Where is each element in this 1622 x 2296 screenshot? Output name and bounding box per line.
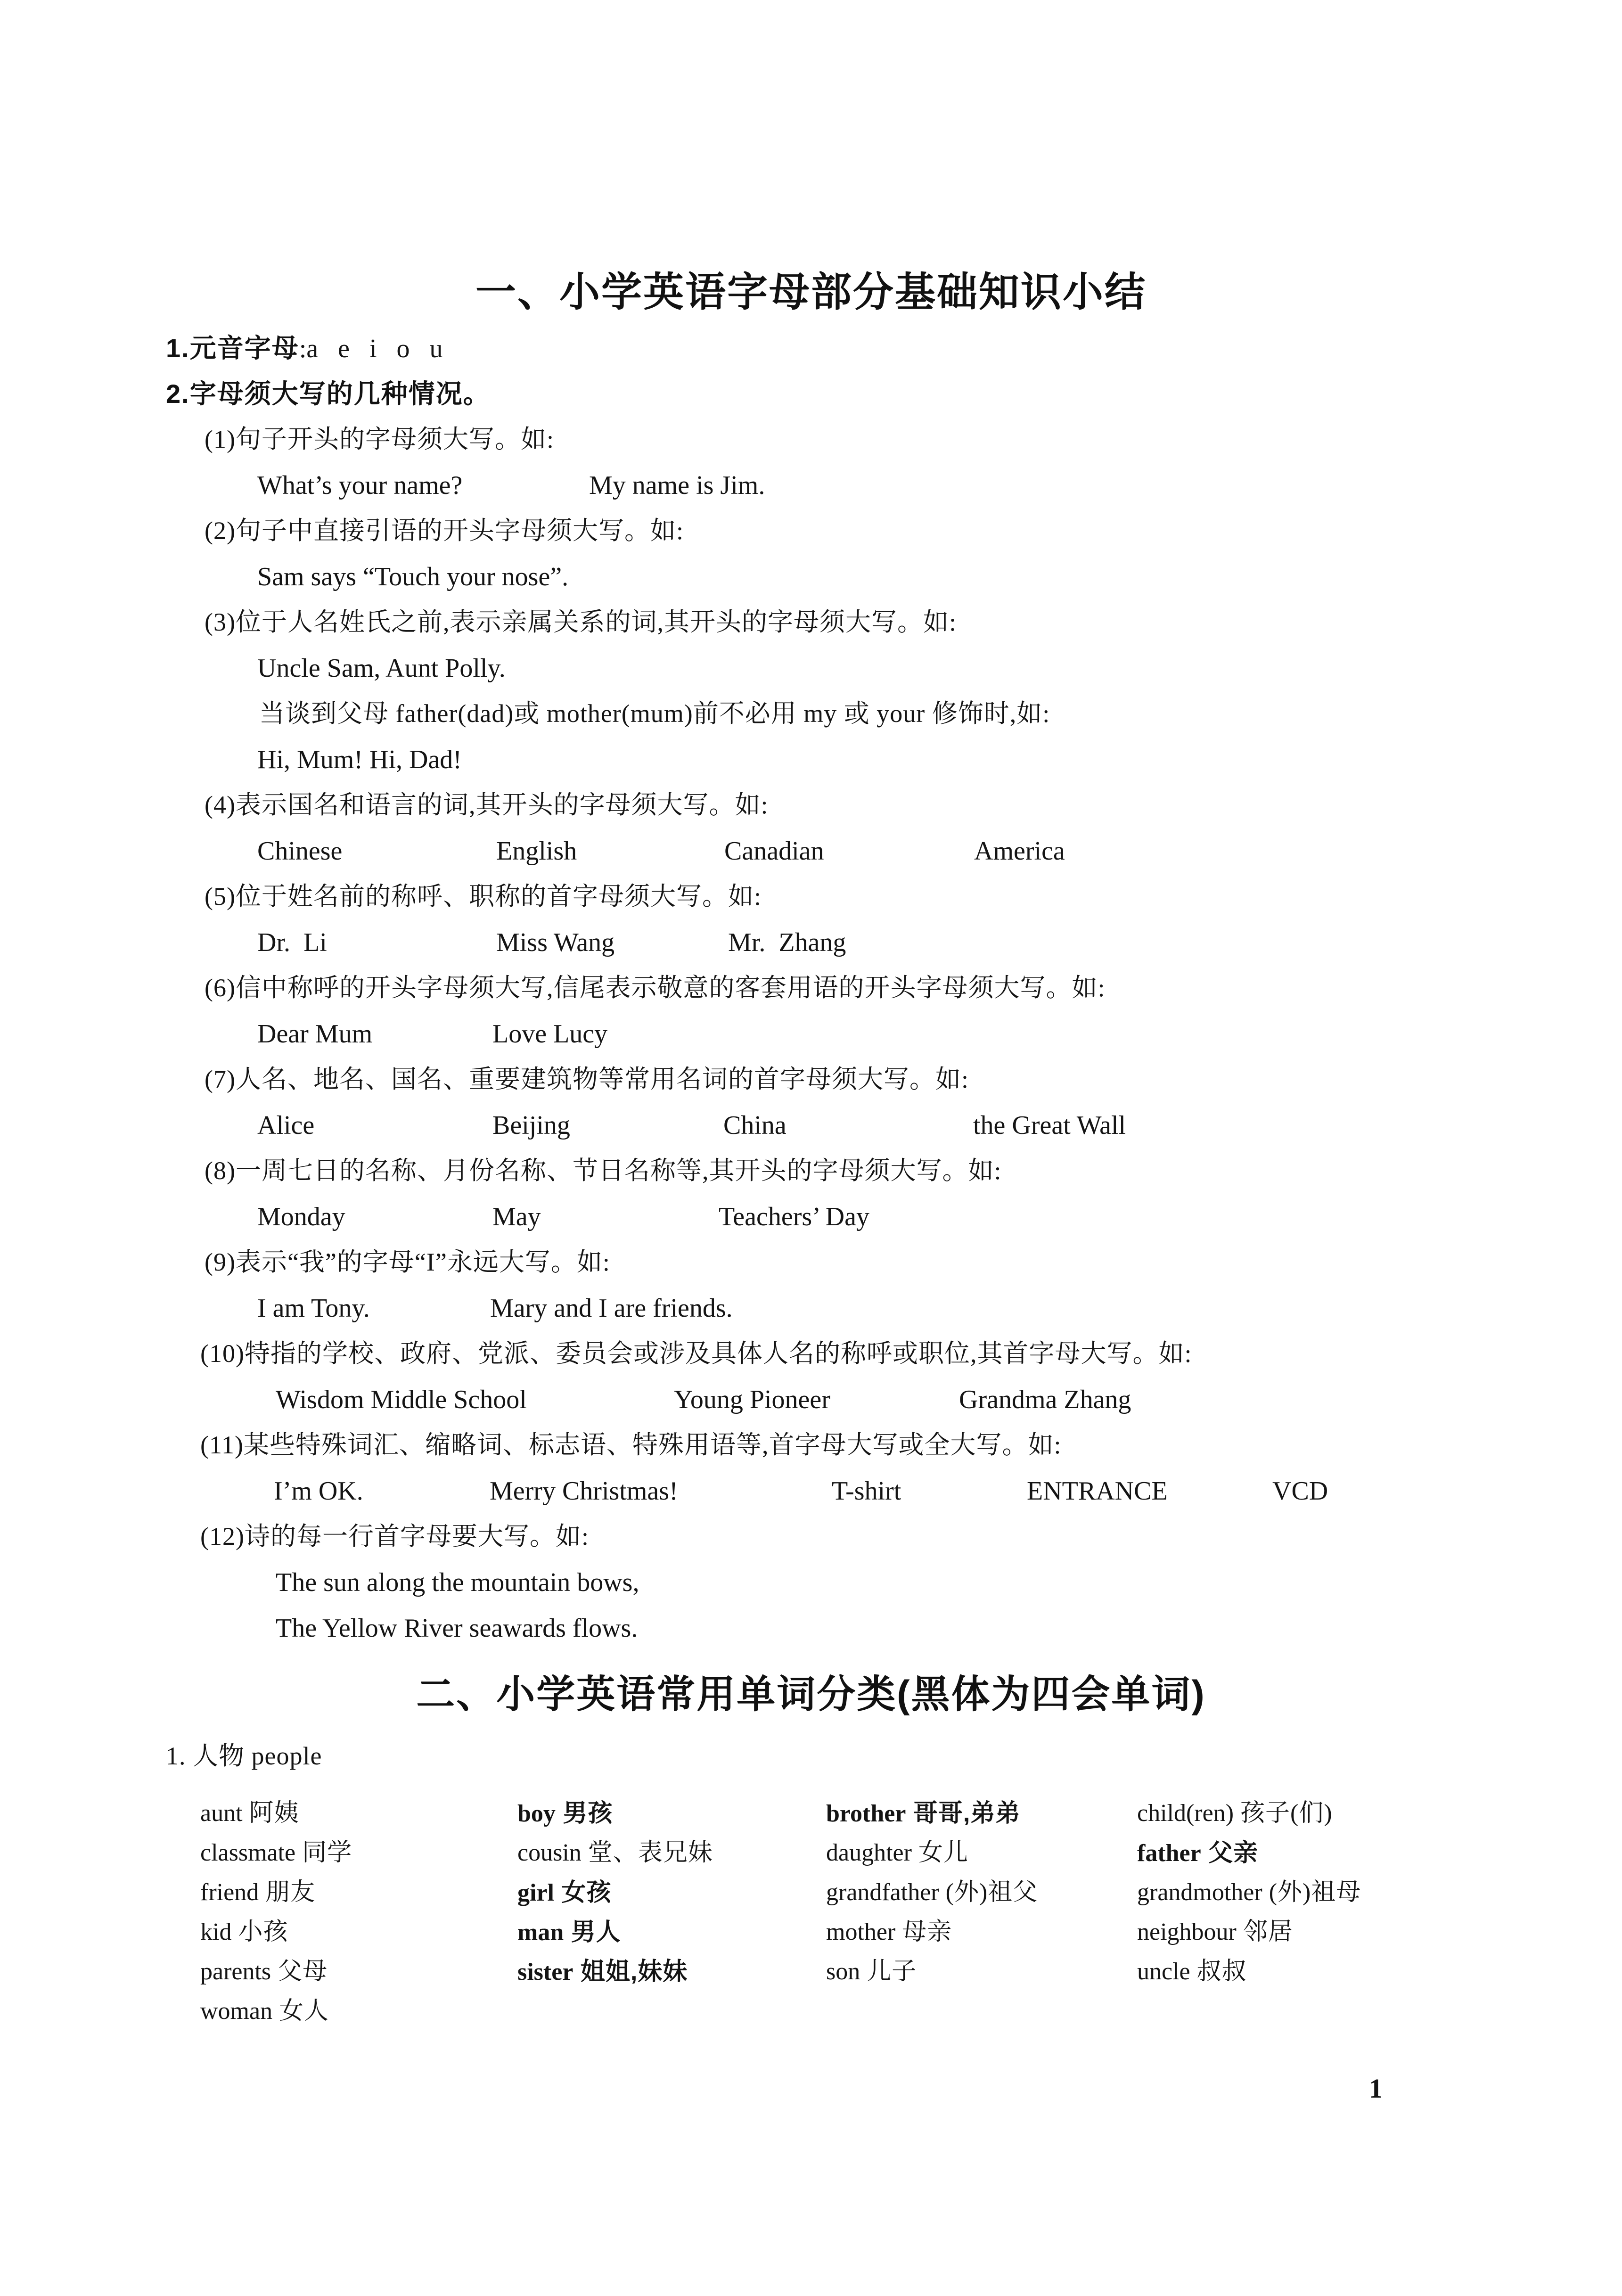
- vocab-entry: [1137, 1957, 1576, 1986]
- vocab-entry: [1137, 1878, 1576, 1907]
- rule-7: (7)人名、地名、国名、重要建筑物等常用名词的首字母须大写。如:: [205, 1065, 969, 1093]
- rule-10: (10)特指的学校、政府、党派、委员会或涉及具体人名的称呼或职位,其首字母大写。如:: [200, 1339, 1192, 1368]
- vowel-letters: :a e i o u: [299, 334, 443, 363]
- vocab-entry: [826, 1838, 1137, 1868]
- vocab-en: boy: [517, 1800, 556, 1827]
- vocab-cn: (外)祖母: [1262, 1879, 1361, 1906]
- example-12a: The sun along the mountain bows,: [276, 1568, 639, 1597]
- rule-2: (2)句子中直接引语的开头字母须大写。如:: [205, 517, 684, 545]
- example-6a: Dear Mum: [257, 1019, 373, 1049]
- vocab-grid: [200, 1799, 1576, 2036]
- example-4a: Chinese: [257, 836, 343, 866]
- vocab-en: sister: [517, 1959, 573, 1985]
- rule-3-note: 当谈到父母 father(dad)或 mother(mum)前不必用 my 或 your 修饰时,如:: [259, 699, 1050, 728]
- vocab-entry: [826, 1957, 1137, 1986]
- vocab-en: neighbour: [1137, 1919, 1237, 1945]
- example-1b: My name is Jim.: [589, 471, 765, 500]
- vocab-cn: 父母: [271, 1958, 328, 1985]
- vocab-en: father: [1137, 1840, 1201, 1867]
- vocab-entry: [200, 1799, 517, 1828]
- vocab-entry: [517, 1918, 826, 1947]
- rule-4: (4)表示国名和语言的词,其开头的字母须大写。如:: [205, 791, 769, 819]
- rule-8: (8)一周七日的名称、月份名称、节日名称等,其开头的字母须大写。如:: [205, 1156, 1002, 1185]
- vocab-cn: 叔叔: [1190, 1958, 1247, 1985]
- vocab-entry: [517, 1799, 826, 1829]
- vocab-entry: [200, 1918, 517, 1947]
- example-11c: T-shirt: [832, 1476, 901, 1506]
- example-10c: Grandma Zhang: [959, 1385, 1131, 1414]
- rule-3: (3)位于人名姓氏之前,表示亲属关系的词,其开头的字母须大写。如:: [205, 608, 957, 636]
- vocab-cn: (外)祖父: [939, 1879, 1038, 1906]
- vocab-en: uncle: [1137, 1958, 1190, 1985]
- vocab-en: girl: [517, 1879, 554, 1906]
- vocab-entry: [826, 1918, 1137, 1947]
- example-7b: Beijing: [492, 1111, 570, 1140]
- vocab-cn: 小孩: [231, 1919, 288, 1945]
- vocab-cn: 孩子(们): [1234, 1800, 1333, 1827]
- example-4c: Canadian: [724, 836, 824, 866]
- vocab-entry: [1137, 1799, 1576, 1828]
- example-6b: Love Lucy: [492, 1019, 608, 1049]
- example-2a: Sam says “Touch your nose”.: [257, 562, 569, 591]
- vocab-en: classmate: [200, 1839, 296, 1866]
- list-item-1-label: 1.元音字母: [166, 333, 299, 363]
- vocab-en: mother: [826, 1919, 896, 1945]
- vocab-en: grandfather: [826, 1879, 939, 1906]
- vocab-entry: [200, 1997, 517, 2026]
- vocab-en: brother: [826, 1800, 906, 1827]
- vocab-cn: 女儿: [911, 1839, 968, 1866]
- vocab-cn: 同学: [295, 1839, 352, 1866]
- list-item-1: [166, 333, 443, 364]
- example-11b: Merry Christmas!: [490, 1476, 678, 1506]
- section1-title: 一、小学英语字母部分基础知识小结: [475, 270, 1147, 315]
- example-11e: VCD: [1272, 1476, 1328, 1506]
- vocab-entry: [517, 1878, 826, 1908]
- example-10a: Wisdom Middle School: [276, 1385, 527, 1414]
- vocab-en: aunt: [200, 1800, 243, 1827]
- example-9b: Mary and I are friends.: [490, 1294, 733, 1323]
- vocab-cn: 父亲: [1201, 1839, 1259, 1867]
- vocab-en: parents: [200, 1958, 271, 1985]
- example-5c: Mr. Zhang: [728, 928, 846, 957]
- example-4d: America: [974, 836, 1065, 866]
- vocab-cn: 男孩: [555, 1800, 613, 1827]
- example-8c: Teachers’ Day: [719, 1202, 869, 1231]
- example-7d: the Great Wall: [973, 1111, 1126, 1140]
- rule-6: (6)信中称呼的开头字母须大写,信尾表示敬意的客套用语的开头字母须大写。如:: [205, 974, 1106, 1002]
- vocab-cn: 邻居: [1236, 1919, 1293, 1945]
- example-7c: China: [723, 1111, 786, 1140]
- example-1a: What’s your name?: [257, 471, 463, 500]
- vocab-en: grandmother: [1137, 1879, 1262, 1906]
- rule-9: (9)表示“我”的字母“I”永远大写。如:: [205, 1248, 610, 1276]
- vocab-en: kid: [200, 1919, 232, 1945]
- vocab-en: child(ren): [1137, 1800, 1234, 1827]
- rule-5: (5)位于姓名前的称呼、职称的首字母须大写。如:: [205, 882, 762, 910]
- example-10b: Young Pioneer: [674, 1385, 830, 1414]
- vocab-en: woman: [200, 1998, 273, 2025]
- vocab-en: friend: [200, 1879, 259, 1906]
- example-5a: Dr. Li: [257, 928, 327, 957]
- example-8a: Monday: [257, 1202, 345, 1231]
- example-4b: English: [496, 836, 577, 866]
- vocab-entry: [1137, 1838, 1576, 1868]
- example-11a: I’m OK.: [274, 1476, 363, 1506]
- vocab-en: cousin: [517, 1839, 582, 1866]
- example-5b: Miss Wang: [496, 928, 615, 957]
- rule-11: (11)某些特殊词汇、缩略词、标志语、特殊用语等,首字母大写或全大写。如:: [200, 1431, 1062, 1459]
- vocab-cn: 女人: [272, 1998, 329, 2025]
- vocab-cn: 男人: [564, 1919, 621, 1946]
- vocab-en: man: [517, 1919, 564, 1946]
- vocab-entry: [826, 1799, 1137, 1829]
- vocab-entry: [517, 1838, 826, 1868]
- example-3c: Hi, Mum! Hi, Dad!: [257, 745, 462, 774]
- example-11d: ENTRANCE: [1027, 1476, 1168, 1506]
- vocab-entry: [826, 1878, 1137, 1907]
- vocab-entry: [517, 1957, 826, 1987]
- vocab-entry: [200, 1838, 517, 1868]
- example-3a: Uncle Sam, Aunt Polly.: [257, 654, 506, 683]
- example-7a: Alice: [257, 1111, 315, 1140]
- example-8b: May: [492, 1202, 541, 1231]
- vocab-en: daughter: [826, 1839, 912, 1866]
- list-item-2: 2.字母须大写的几种情况。: [166, 379, 491, 409]
- example-9a: I am Tony.: [257, 1294, 370, 1323]
- vocab-cn: 女孩: [554, 1879, 612, 1906]
- vocab-cn: 姐姐,妹妹: [573, 1958, 688, 1985]
- vocab-cn: 哥哥,弟弟: [906, 1800, 1021, 1827]
- category-people: 1. 人物 people: [166, 1742, 322, 1770]
- example-12b: The Yellow River seawards flows.: [276, 1614, 638, 1643]
- vocab-entry: [200, 1957, 517, 1986]
- section2-title: 二、小学英语常用单词分类(黑体为四会单词): [416, 1673, 1206, 1716]
- rule-12: (12)诗的每一行首字母要大写。如:: [200, 1522, 589, 1550]
- rule-1: (1)句子开头的字母须大写。如:: [205, 425, 554, 453]
- vocab-cn: 母亲: [895, 1919, 952, 1945]
- vocab-cn: 儿子: [860, 1958, 917, 1985]
- vocab-entry: [1137, 1918, 1576, 1947]
- vocab-cn: 朋友: [259, 1879, 316, 1906]
- page-number: 1: [1369, 2073, 1383, 2104]
- vocab-cn: 阿姨: [242, 1800, 299, 1827]
- vocab-en: son: [826, 1958, 860, 1985]
- vocab-entry: [200, 1878, 517, 1907]
- vocab-cn: 堂、表兄妹: [581, 1839, 713, 1866]
